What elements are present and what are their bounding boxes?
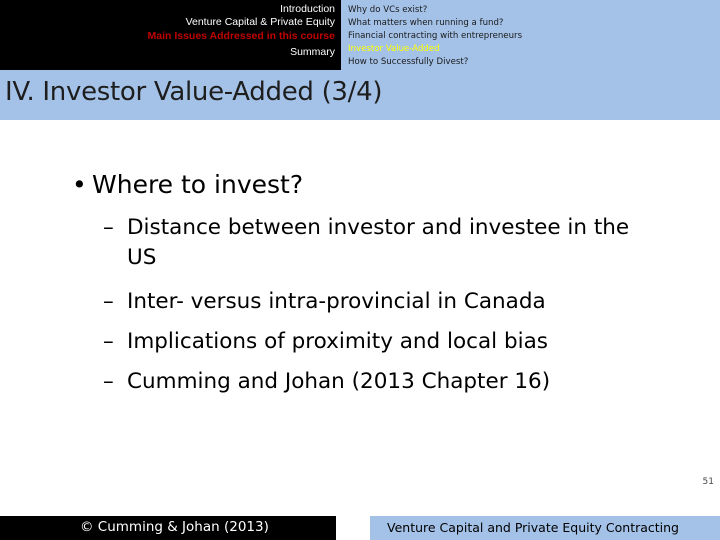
slide-title: IV. Investor Value-Added (3/4) — [5, 77, 383, 107]
dash-icon: – — [103, 329, 114, 354]
bullet-dot-icon: • — [72, 170, 87, 199]
subpoint-text: Cumming and Johan (2013 Chapter 16) — [127, 369, 551, 394]
dash-icon: – — [103, 215, 114, 240]
subpoint-text: Distance between investor and investee in the — [127, 215, 630, 240]
nav-item-vc-pe[interactable]: Venture Capital & Private Equity — [185, 16, 335, 28]
course-sections-panel — [0, 0, 341, 70]
subpoint-proximity — [103, 327, 548, 357]
subpoint-distance — [103, 213, 683, 273]
nav-item-divest[interactable]: How to Successfully Divest? — [348, 57, 469, 67]
nav-item-introduction[interactable]: Introduction — [280, 3, 335, 15]
main-bullet-text: Where to invest? — [92, 170, 304, 199]
dash-icon: – — [103, 369, 114, 394]
subpoint-text-continued: US — [127, 245, 157, 270]
nav-item-running-fund[interactable]: What matters when running a fund? — [348, 18, 504, 28]
footer-course-title: Venture Capital and Private Equity Contracting — [387, 520, 679, 535]
page-number: 51 — [702, 477, 714, 487]
subpoint-text: Inter- versus intra-provincial in Canada — [127, 289, 546, 314]
footer-course-bar — [370, 516, 720, 540]
subpoint-reference — [103, 367, 550, 397]
slide-title-bar — [0, 70, 720, 120]
nav-item-why-vcs-exist[interactable]: Why do VCs exist? — [348, 5, 428, 15]
subpoint-canada — [103, 287, 546, 317]
footer-copyright: © Cumming & Johan (2013) — [80, 519, 269, 535]
subpoint-text: Implications of proximity and local bias — [127, 329, 548, 354]
footer-copyright-bar — [0, 516, 336, 540]
nav-item-summary[interactable]: Summary — [290, 46, 335, 58]
topic-sections-panel — [341, 0, 720, 70]
nav-item-investor-value-added[interactable]: Investor Value-Added — [348, 44, 440, 54]
dash-icon: – — [103, 289, 114, 314]
nav-item-financial-contracting[interactable]: Financial contracting with entrepreneurs — [348, 31, 523, 41]
nav-item-main-issues[interactable]: Main Issues Addressed in this course — [147, 30, 335, 42]
main-bullet — [72, 170, 303, 199]
section-navigation — [0, 0, 720, 70]
